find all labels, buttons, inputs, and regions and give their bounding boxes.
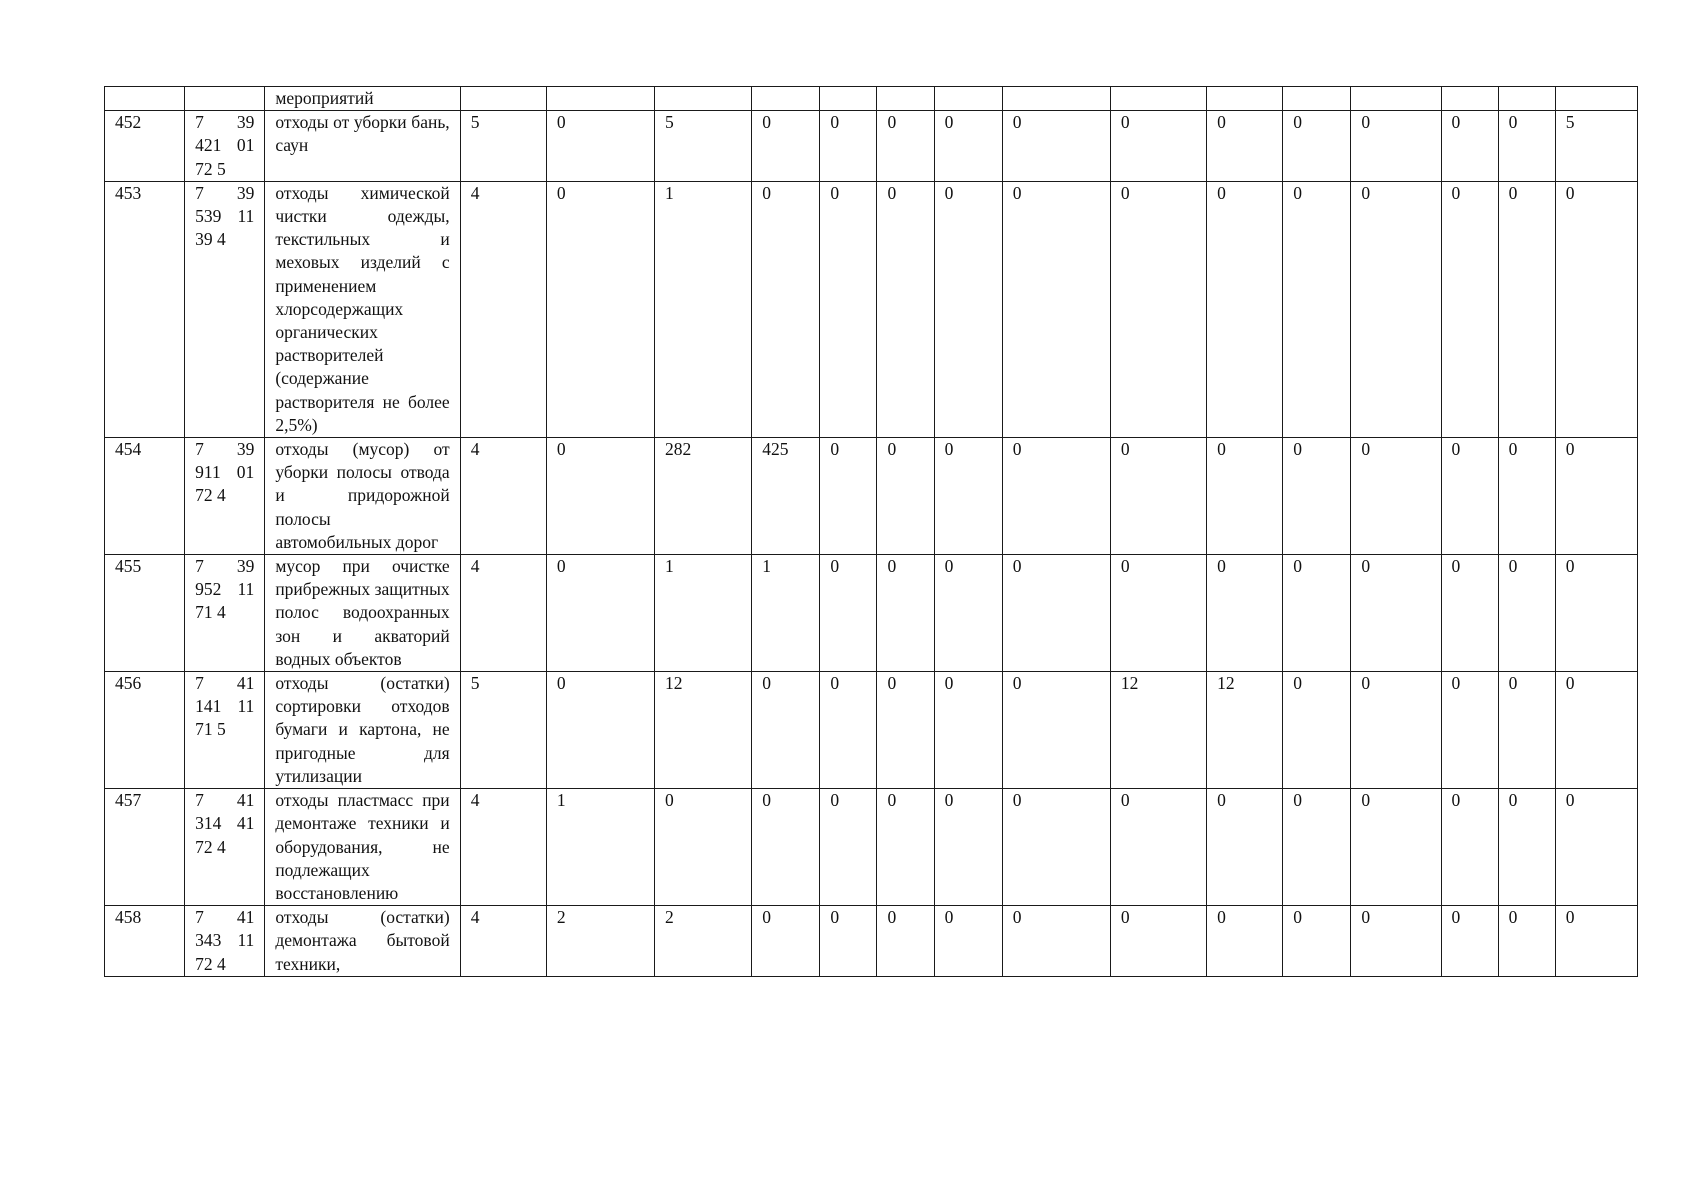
cell-value: 0 [1441, 672, 1498, 789]
cell-value: 0 [1207, 438, 1283, 555]
cell-row-number: 456 [105, 672, 185, 789]
cell-waste-code: 7 41 343 11 72 4 [185, 906, 265, 977]
waste-table [104, 86, 1638, 977]
cell-value: 0 [1441, 438, 1498, 555]
cell-value: 4 [460, 555, 546, 672]
cell-row-number: 457 [105, 789, 185, 906]
cell-value: 1 [655, 555, 752, 672]
cell-value: 2 [655, 906, 752, 977]
cell-value: 0 [934, 906, 1002, 977]
cell-empty [460, 87, 546, 111]
cell-value: 0 [1351, 111, 1441, 182]
cell-empty [1283, 87, 1351, 111]
cell-value: 0 [1498, 789, 1555, 906]
cell-value: 0 [1207, 906, 1283, 977]
cell-waste-name: отходы (остатки) сортировки отходов бумаги и картона, не пригодные для утилизации [265, 672, 460, 789]
cell-value: 0 [1110, 555, 1206, 672]
cell-empty [655, 87, 752, 111]
cell-value: 0 [877, 906, 934, 977]
cell-waste-code: 7 41 314 41 72 4 [185, 789, 265, 906]
cell-value: 0 [752, 672, 820, 789]
cell-value: 0 [1351, 906, 1441, 977]
cell-value: 0 [934, 555, 1002, 672]
cell-value: 12 [655, 672, 752, 789]
cell-value: 0 [1498, 906, 1555, 977]
cell-empty [1498, 87, 1555, 111]
cell-value: 0 [1002, 672, 1110, 789]
cell-empty [1351, 87, 1441, 111]
cell-value: 0 [1441, 906, 1498, 977]
cell-value: 0 [1283, 111, 1351, 182]
cell-value: 0 [934, 789, 1002, 906]
cell-value: 0 [1351, 438, 1441, 555]
cell-value: 0 [752, 181, 820, 437]
cell-value: 1 [546, 789, 654, 906]
cell-value: 0 [1283, 906, 1351, 977]
table-row-continued [105, 87, 1638, 111]
cell-value: 12 [1110, 672, 1206, 789]
cell-waste-name: отходы (мусор) от уборки полосы отвода и придорожной полосы автомобильных дорог [265, 438, 460, 555]
cell-value: 0 [546, 181, 654, 437]
cell-value: 0 [1207, 111, 1283, 182]
cell-value: 0 [1351, 555, 1441, 672]
cell-row-number: 455 [105, 555, 185, 672]
cell-value: 4 [460, 906, 546, 977]
cell-value: 0 [1002, 438, 1110, 555]
cell-value: 0 [877, 438, 934, 555]
cell-value: 0 [1283, 555, 1351, 672]
cell-value: 0 [546, 438, 654, 555]
cell-value: 0 [1002, 555, 1110, 672]
cell-value: 5 [460, 672, 546, 789]
cell-value: 0 [820, 555, 877, 672]
cell-value: 0 [655, 789, 752, 906]
cell-value: 0 [1207, 181, 1283, 437]
cell-value: 0 [1283, 672, 1351, 789]
cell-waste-code: 7 39 911 01 72 4 [185, 438, 265, 555]
cell-waste-code: 7 39 952 11 71 4 [185, 555, 265, 672]
cell-value: 12 [1207, 672, 1283, 789]
table-row [105, 672, 1638, 789]
cell-code [185, 87, 265, 111]
cell-value: 0 [1110, 181, 1206, 437]
cell-row-number: 452 [105, 111, 185, 182]
cell-value: 0 [1283, 181, 1351, 437]
cell-value: 4 [460, 789, 546, 906]
cell-value: 0 [934, 438, 1002, 555]
table-body [105, 87, 1638, 977]
cell-value: 425 [752, 438, 820, 555]
cell-value: 5 [655, 111, 752, 182]
cell-value: 0 [820, 181, 877, 437]
cell-value: 0 [1441, 111, 1498, 182]
cell-value: 0 [820, 111, 877, 182]
cell-value: 1 [655, 181, 752, 437]
cell-value: 0 [1110, 111, 1206, 182]
cell-value: 282 [655, 438, 752, 555]
cell-empty [752, 87, 820, 111]
cell-waste-name: отходы (остатки) демонтажа бытовой техники, [265, 906, 460, 977]
cell-empty [877, 87, 934, 111]
cell-value: 2 [546, 906, 654, 977]
table-row [105, 438, 1638, 555]
cell-row-number: 453 [105, 181, 185, 437]
cell-value: 4 [460, 438, 546, 555]
cell-value: 0 [1441, 555, 1498, 672]
cell-waste-name: отходы химической чистки одежды, текстильных и меховых изделий с применением хлорсодержащих органических растворителей (содержание растворителя не более 2,5%) [265, 181, 460, 437]
table-row [105, 555, 1638, 672]
cell-row-number: 454 [105, 438, 185, 555]
cell-value: 0 [1002, 789, 1110, 906]
cell-value: 0 [1441, 789, 1498, 906]
cell-value: 0 [820, 906, 877, 977]
cell-value: 0 [1555, 438, 1637, 555]
cell-value: 0 [1283, 438, 1351, 555]
cell-empty [934, 87, 1002, 111]
cell-value: 0 [1555, 906, 1637, 977]
cell-value: 0 [1555, 555, 1637, 672]
cell-name: мероприятий [265, 87, 460, 111]
cell-value: 0 [1498, 555, 1555, 672]
cell-value: 0 [1110, 906, 1206, 977]
cell-value: 0 [877, 672, 934, 789]
cell-value: 0 [1351, 181, 1441, 437]
cell-value: 0 [546, 111, 654, 182]
cell-value: 0 [1002, 111, 1110, 182]
cell-value: 0 [546, 555, 654, 672]
cell-waste-name: отходы от уборки бань, саун [265, 111, 460, 182]
cell-waste-code: 7 39 539 11 39 4 [185, 181, 265, 437]
cell-value: 0 [546, 672, 654, 789]
cell-num [105, 87, 185, 111]
cell-value: 0 [752, 111, 820, 182]
cell-value: 0 [820, 789, 877, 906]
cell-value: 0 [934, 672, 1002, 789]
table-row [105, 111, 1638, 182]
cell-value: 0 [877, 789, 934, 906]
cell-value: 0 [752, 789, 820, 906]
cell-empty [1555, 87, 1637, 111]
cell-value: 0 [1110, 789, 1206, 906]
cell-value: 0 [1555, 789, 1637, 906]
cell-value: 1 [752, 555, 820, 672]
cell-value: 0 [877, 555, 934, 672]
cell-waste-code: 7 41 141 11 71 5 [185, 672, 265, 789]
cell-empty [1110, 87, 1206, 111]
cell-value: 0 [1002, 906, 1110, 977]
cell-value: 0 [1110, 438, 1206, 555]
cell-value: 0 [1207, 789, 1283, 906]
cell-value: 0 [1351, 672, 1441, 789]
cell-value: 0 [1555, 181, 1637, 437]
cell-value: 0 [1498, 438, 1555, 555]
table-row [105, 906, 1638, 977]
cell-value: 0 [1207, 555, 1283, 672]
cell-value: 0 [1498, 672, 1555, 789]
cell-value: 0 [820, 672, 877, 789]
cell-value: 0 [820, 438, 877, 555]
cell-value: 0 [934, 111, 1002, 182]
cell-empty [820, 87, 877, 111]
cell-value: 5 [460, 111, 546, 182]
cell-value: 4 [460, 181, 546, 437]
cell-value: 5 [1555, 111, 1637, 182]
cell-value: 0 [1351, 789, 1441, 906]
cell-value: 0 [1441, 181, 1498, 437]
table-row [105, 789, 1638, 906]
cell-value: 0 [752, 906, 820, 977]
cell-empty [546, 87, 654, 111]
cell-empty [1002, 87, 1110, 111]
cell-empty [1207, 87, 1283, 111]
cell-value: 0 [1498, 181, 1555, 437]
cell-value: 0 [1555, 672, 1637, 789]
table-row [105, 181, 1638, 437]
cell-value: 0 [1498, 111, 1555, 182]
cell-value: 0 [934, 181, 1002, 437]
cell-row-number: 458 [105, 906, 185, 977]
cell-waste-code: 7 39 421 01 72 5 [185, 111, 265, 182]
cell-waste-name: отходы пластмасс при демонтаже техники и оборудования, не подлежащих восстановлению [265, 789, 460, 906]
cell-value: 0 [877, 111, 934, 182]
cell-value: 0 [877, 181, 934, 437]
cell-value: 0 [1283, 789, 1351, 906]
cell-empty [1441, 87, 1498, 111]
cell-value: 0 [1002, 181, 1110, 437]
cell-waste-name: мусор при очистке прибрежных защитных полос водоохранных зон и акваторий водных объектов [265, 555, 460, 672]
